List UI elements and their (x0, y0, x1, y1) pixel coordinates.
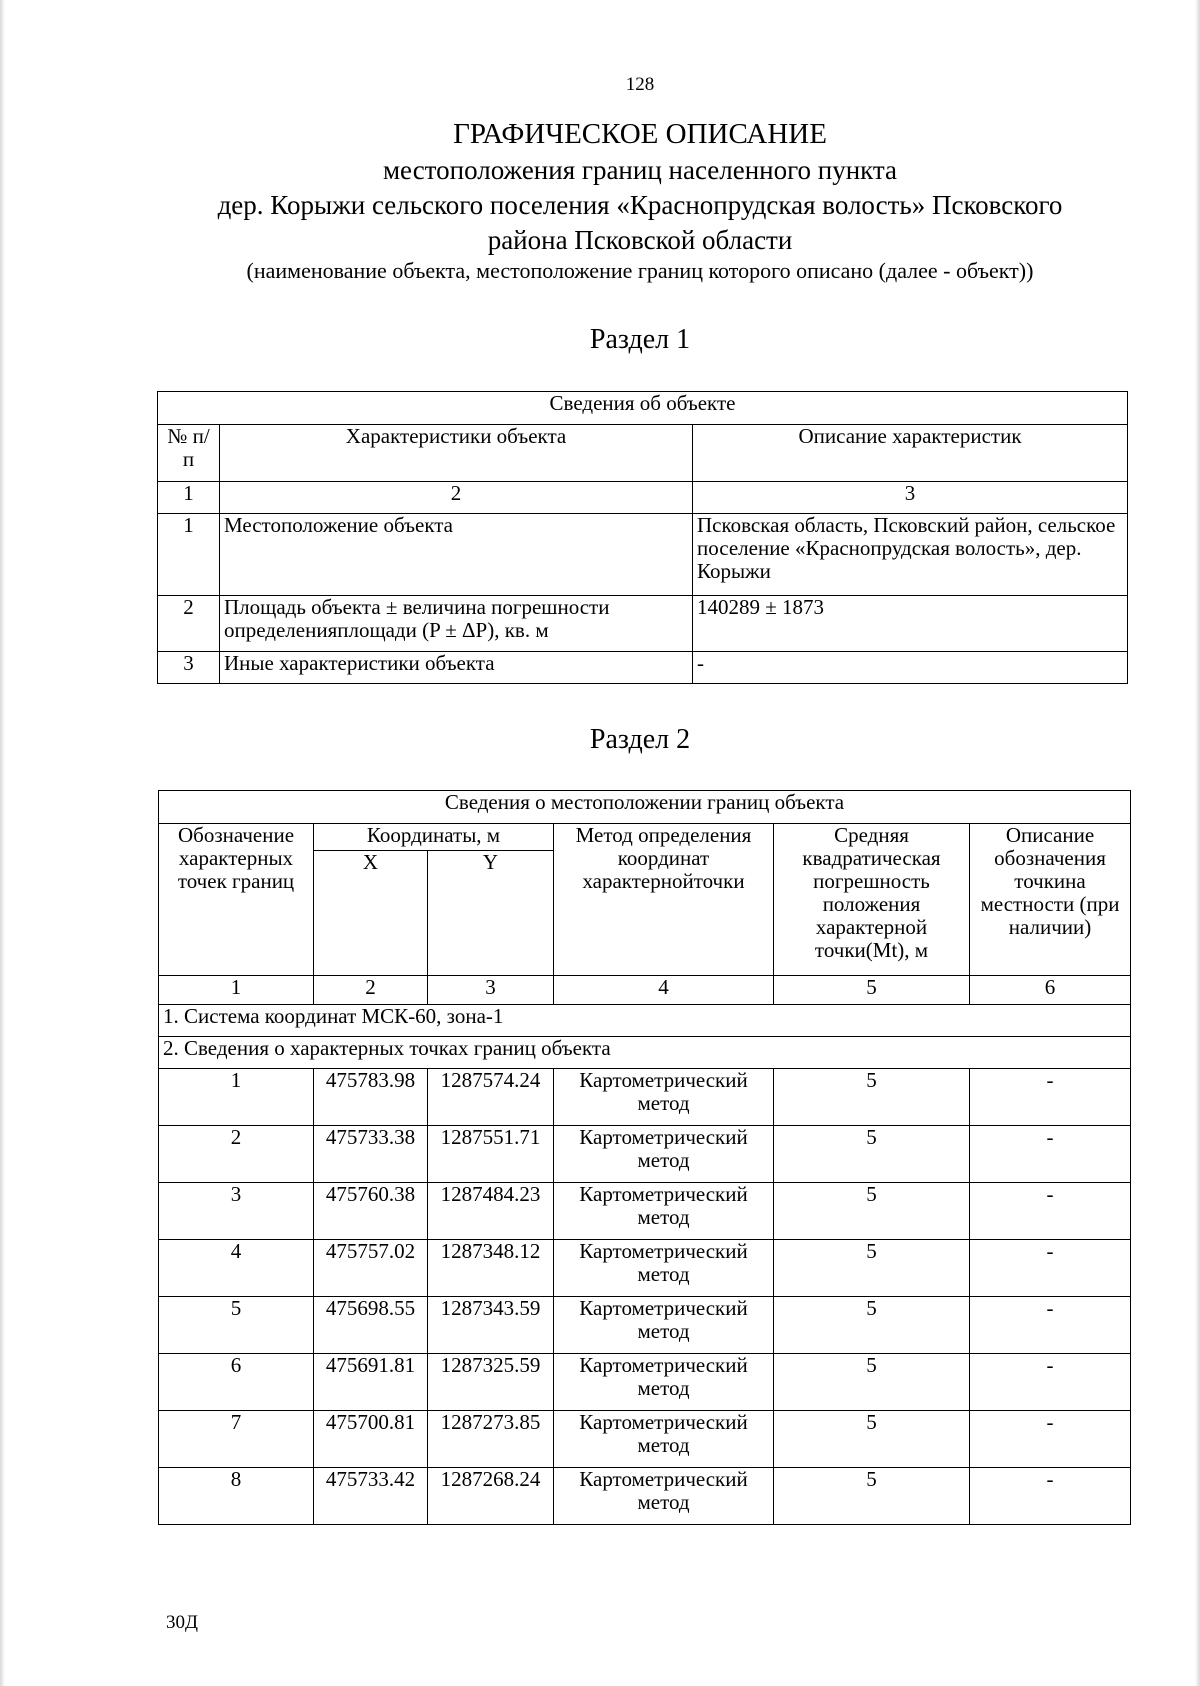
table-row (158, 514, 1128, 596)
point-description: - (970, 1297, 1131, 1354)
col-number: 6 (970, 976, 1131, 1005)
col-number: 5 (774, 976, 970, 1005)
row-description: - (693, 652, 1128, 684)
error-mt: 5 (774, 1126, 970, 1183)
boundary-points-table (158, 790, 1131, 1525)
coord-x: 475783.98 (314, 1069, 428, 1126)
coord-x: 475757.02 (314, 1240, 428, 1297)
coord-x: 475733.42 (314, 1468, 428, 1525)
error-mt: 5 (774, 1297, 970, 1354)
coord-x: 475700.81 (314, 1411, 428, 1468)
coord-y: 1287484.23 (428, 1183, 554, 1240)
coord-x: 475760.38 (314, 1183, 428, 1240)
row-characteristic: Площадь объекта ± величина погрешности определенияплощади (P ± ΔP), кв. м (220, 596, 693, 652)
point-description: - (970, 1468, 1131, 1525)
table-row (159, 1183, 1131, 1240)
error-mt: 5 (774, 1069, 970, 1126)
error-mt: 5 (774, 1411, 970, 1468)
table-row (158, 652, 1128, 684)
table-row (159, 1411, 1131, 1468)
method: Картометрический метод (554, 1126, 774, 1183)
section-2-heading: Раздел 2 (589, 724, 691, 755)
coord-y: 1287268.24 (428, 1468, 554, 1525)
col-number: 3 (693, 482, 1128, 514)
header-coordinates: Координаты, м (314, 824, 554, 851)
point-number: 6 (159, 1354, 314, 1411)
col-number: 3 (428, 976, 554, 1005)
method: Картометрический метод (554, 1183, 774, 1240)
row-number: 2 (158, 596, 220, 652)
point-description: - (970, 1411, 1131, 1468)
point-description: - (970, 1354, 1131, 1411)
table-row (159, 1069, 1131, 1126)
document-title: ГРАФИЧЕСКОЕ ОПИСАНИЕ (453, 118, 827, 150)
footer-code: 30Д (166, 1612, 198, 1633)
page-number: 128 (625, 74, 655, 95)
error-mt: 5 (774, 1468, 970, 1525)
coord-x: 475733.38 (314, 1126, 428, 1183)
error-mt: 5 (774, 1240, 970, 1297)
points-heading: 2. Сведения о характерных точках границ объекта (159, 1037, 1131, 1069)
method: Картометрический метод (554, 1297, 774, 1354)
point-description: - (970, 1240, 1131, 1297)
row-number: 3 (158, 652, 220, 684)
table-title: Сведения об объекте (158, 392, 1128, 425)
method: Картометрический метод (554, 1411, 774, 1468)
col-number: 4 (554, 976, 774, 1005)
point-number: 4 (159, 1240, 314, 1297)
point-number: 7 (159, 1411, 314, 1468)
object-info-table (157, 391, 1128, 684)
col-number: 2 (314, 976, 428, 1005)
header-y: Y (428, 851, 554, 976)
row-number: 1 (158, 514, 220, 596)
method: Картометрический метод (554, 1069, 774, 1126)
header-x: X (314, 851, 428, 976)
method: Картометрический метод (554, 1240, 774, 1297)
header-characteristics: Характеристики объекта (220, 425, 693, 482)
row-description: Псковская область, Псковский район, сельское поселение «Краснопрудская волость», дер. Корыжи (693, 514, 1128, 596)
header-description: Описание характеристик (693, 425, 1128, 482)
header-error: Средняя квадратическая погрешность положения характерной точки(Mt), м (774, 824, 970, 976)
table-row (159, 1354, 1131, 1411)
coord-y: 1287343.59 (428, 1297, 554, 1354)
table-row (159, 1297, 1131, 1354)
point-number: 2 (159, 1126, 314, 1183)
col-number: 2 (220, 482, 693, 514)
document-title-line-3: дер. Корыжи сельского поселения «Краснопрудская волость» Псковского (217, 190, 1063, 220)
row-characteristic: Иные характеристики объекта (220, 652, 693, 684)
section-1-heading: Раздел 1 (589, 324, 691, 355)
coord-y: 1287273.85 (428, 1411, 554, 1468)
document-subtitle: (наименование объекта, местоположение границ которого описано (далее - объект)) (246, 258, 1034, 283)
table-row (159, 1468, 1131, 1525)
coord-x: 475698.55 (314, 1297, 428, 1354)
error-mt: 5 (774, 1183, 970, 1240)
header-point: Обозначение характерных точек границ (159, 824, 314, 976)
method: Картометрический метод (554, 1468, 774, 1525)
point-number: 3 (159, 1183, 314, 1240)
point-number: 1 (159, 1069, 314, 1126)
coord-y: 1287551.71 (428, 1126, 554, 1183)
table-row (159, 1126, 1131, 1183)
coord-y: 1287574.24 (428, 1069, 554, 1126)
coordinate-system: 1. Система координат МСК-60, зона-1 (159, 1005, 1131, 1037)
table-row (158, 596, 1128, 652)
row-description: 140289 ± 1873 (693, 596, 1128, 652)
point-number: 8 (159, 1468, 314, 1525)
document-title-line-2: местоположения границ населенного пункта (382, 155, 898, 185)
col-number: 1 (159, 976, 314, 1005)
header-number: № п/п (158, 425, 220, 482)
point-description: - (970, 1126, 1131, 1183)
header-point-description: Описание обозначения точкина местности (при наличии) (970, 824, 1131, 976)
method: Картометрический метод (554, 1354, 774, 1411)
row-characteristic: Местоположение объекта (220, 514, 693, 596)
table-row (159, 1240, 1131, 1297)
coord-x: 475691.81 (314, 1354, 428, 1411)
col-number: 1 (158, 482, 220, 514)
point-description: - (970, 1183, 1131, 1240)
error-mt: 5 (774, 1354, 970, 1411)
coord-y: 1287325.59 (428, 1354, 554, 1411)
header-method: Метод определения координат характернойточки (554, 824, 774, 976)
coord-y: 1287348.12 (428, 1240, 554, 1297)
document-title-line-4: района Псковской области (487, 225, 793, 255)
table-title: Сведения о местоположении границ объекта (159, 791, 1131, 824)
point-description: - (970, 1069, 1131, 1126)
point-number: 5 (159, 1297, 314, 1354)
